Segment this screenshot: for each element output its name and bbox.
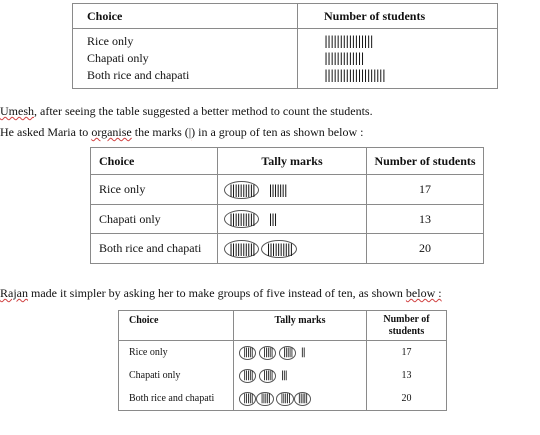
tally-group-five: |||||: [259, 369, 276, 383]
count-rice-only: 17: [367, 175, 484, 205]
tally-group-five: |||||: [279, 346, 296, 360]
paragraph-umesh-text: , after seeing the table suggested a better method to count the students.: [34, 104, 373, 118]
header-number-of-students: Number of students: [383, 313, 430, 337]
tally-extra: |||: [268, 212, 277, 226]
tally-group-five: |||||: [294, 392, 311, 406]
tally-group-five: |||||: [239, 369, 256, 383]
tally-group-five: |||||: [239, 346, 256, 360]
tally-both: ||||||||||||||||||||: [324, 68, 385, 82]
choice-column: [119, 341, 234, 411]
choice-chapati-only: Chapati only: [129, 370, 181, 381]
tally-rice-only: ||||||||||||||||: [324, 34, 373, 48]
header-number-of-students-cell: [367, 311, 447, 341]
name-umesh: Umesh: [0, 104, 34, 118]
tally-rice-only: [218, 175, 367, 205]
tally-group-five: |||||: [276, 392, 293, 406]
paragraph-maria-pre: He asked Maria to: [0, 125, 92, 139]
tally-group-ten: ||||||||||: [224, 240, 259, 258]
tally-both: [218, 234, 367, 264]
tally-both: [239, 387, 366, 410]
tally-column: [298, 29, 498, 89]
paragraph-maria: [0, 125, 363, 140]
count-both: 20: [401, 393, 412, 404]
count-rice-only: 17: [401, 347, 412, 358]
tally-group-five: |||||: [256, 392, 273, 406]
tally-group-ten: ||||||||||: [261, 240, 296, 258]
count-column: [367, 341, 447, 411]
choice-chapati-only: Chapati only: [91, 205, 218, 234]
tally-table-groups-of-five: [118, 310, 447, 411]
count-both: 20: [367, 234, 484, 264]
tally-extra: |||: [280, 370, 287, 381]
paragraph-maria-post: the marks (: [131, 125, 189, 139]
header-tally-marks: Tally marks: [234, 311, 367, 341]
choice-chapati-only: Chapati only: [87, 51, 149, 65]
tally-mark-symbol: |: [188, 125, 192, 139]
header-number-of-students: Number of students: [367, 148, 484, 175]
choice-rice-only: Rice only: [91, 175, 218, 205]
header-choice: Choice: [73, 4, 298, 29]
tally-rice-only: [239, 341, 366, 364]
tally-group-ten: ||||||||||: [224, 181, 259, 199]
tally-extra: ||: [300, 347, 305, 358]
paragraph-umesh: [0, 104, 373, 119]
choice-column: [73, 29, 298, 89]
tally-table-groups-of-ten: [90, 147, 484, 264]
paragraph-rajan: [0, 286, 442, 301]
count-chapati-only: 13: [367, 205, 484, 234]
name-rajan: Rajan: [0, 286, 28, 300]
paragraph-rajan-text: made it simpler by asking her to make groups of five instead of ten, as shown: [28, 286, 406, 300]
paragraph-maria-end: ) in a group of ten as shown below :: [191, 125, 364, 139]
tally-chapati-only: |||||||||||||: [324, 51, 364, 65]
header-choice: Choice: [91, 148, 218, 175]
choice-rice-only: Rice only: [129, 347, 168, 358]
tally-group-five: |||||: [239, 392, 256, 406]
tally-chapati-only: [218, 205, 367, 234]
header-choice: Choice: [119, 311, 234, 341]
tally-extra: |||||||: [268, 182, 287, 197]
paragraph-rajan-tail: below :: [405, 286, 442, 300]
word-organise: organise: [91, 125, 132, 139]
choice-both: Both rice and chapati: [91, 234, 218, 264]
choice-both: Both rice and chapati: [87, 68, 190, 82]
count-chapati-only: 13: [401, 370, 412, 381]
choice-rice-only: Rice only: [87, 34, 134, 48]
tally-column: [234, 341, 367, 411]
tally-chapati-only: [239, 364, 366, 387]
header-tally-marks: Tally marks: [218, 148, 367, 175]
tally-group-ten: ||||||||||: [224, 210, 259, 228]
tally-group-five: |||||: [259, 346, 276, 360]
choice-both: Both rice and chapati: [129, 393, 215, 404]
tally-table-simple: [72, 3, 498, 89]
header-number-of-students: Number of students: [298, 4, 498, 29]
